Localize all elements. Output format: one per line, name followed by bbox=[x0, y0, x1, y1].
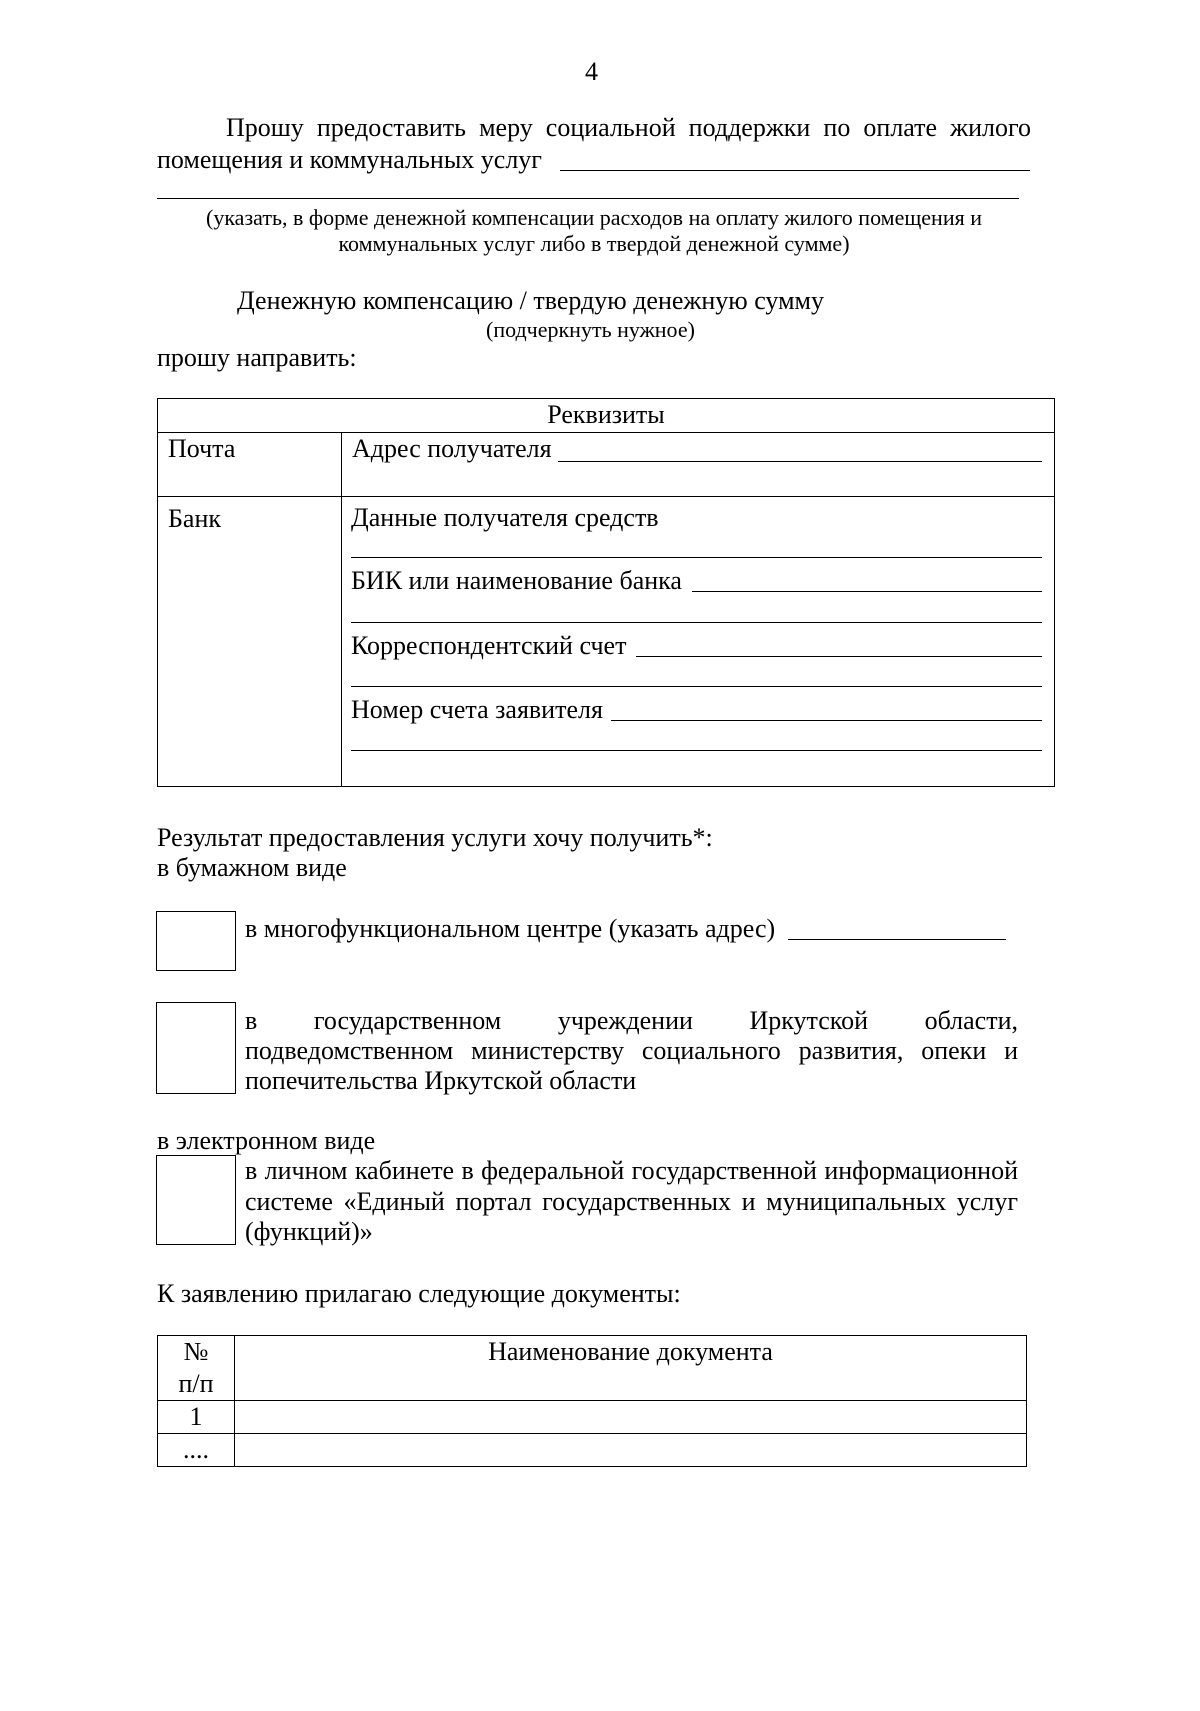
paper-form-label: в бумажном виде bbox=[157, 853, 347, 882]
request-fill-line-1[interactable] bbox=[560, 170, 1030, 171]
row-document-name-cell[interactable] bbox=[235, 1434, 1027, 1467]
bank-label: Банк bbox=[168, 504, 222, 533]
mfc-checkbox[interactable] bbox=[156, 911, 236, 971]
row-document-name-cell[interactable] bbox=[235, 1401, 1027, 1434]
request-line-1: Прошу предоставить меру социальной поддержки по оплате жилого bbox=[226, 113, 1031, 142]
request-hint-line-1: (указать, в форме денежной компенсации расходов на оплату жилого помещения и bbox=[206, 205, 982, 230]
request-fill-line-2[interactable] bbox=[157, 198, 1019, 199]
col-name-header bbox=[235, 1336, 1027, 1401]
portal-option-line-1: в личном кабинете в федеральной государственной информационной bbox=[245, 1156, 1018, 1185]
gov-option-line-1: в государственном учреждении Иркутской области, bbox=[245, 1006, 1018, 1035]
requisites-header-text: Реквизиты bbox=[547, 400, 665, 429]
bic-fill-line-2[interactable] bbox=[351, 622, 1042, 623]
table-row bbox=[158, 1434, 1027, 1467]
corr-account-fill-line-2[interactable] bbox=[351, 686, 1042, 687]
account-number-fill-line[interactable] bbox=[611, 720, 1042, 721]
compensation-hint: (подчеркнуть нужное) bbox=[486, 317, 695, 342]
portal-checkbox[interactable] bbox=[156, 1155, 236, 1245]
row-number: .... bbox=[183, 1435, 209, 1464]
request-line-2: помещения и коммунальных услуг bbox=[157, 145, 542, 174]
col-name-header-text: Наименование документа bbox=[488, 1337, 773, 1366]
row-number-cell bbox=[158, 1401, 235, 1434]
recipient-data-fill-line[interactable] bbox=[351, 557, 1042, 558]
account-number-label: Номер счета заявителя bbox=[351, 695, 603, 724]
gov-institution-checkbox[interactable] bbox=[156, 1002, 236, 1094]
mail-address-label: Адрес получателя bbox=[352, 434, 552, 463]
col-number-header-line-1: № bbox=[183, 1337, 209, 1366]
documents-table bbox=[157, 1335, 1027, 1467]
corr-account-fill-line[interactable] bbox=[636, 656, 1042, 657]
col-number-header-line-2: п/п bbox=[178, 1369, 214, 1398]
bic-fill-line[interactable] bbox=[692, 591, 1042, 592]
account-number-fill-line-2[interactable] bbox=[351, 750, 1042, 751]
row-number-cell bbox=[158, 1434, 235, 1467]
portal-option-line-3: (функций)» bbox=[245, 1217, 373, 1246]
mail-cell bbox=[158, 433, 342, 497]
electronic-form-label: в электронном виде bbox=[157, 1126, 376, 1155]
corr-account-label: Корреспондентский счет bbox=[351, 631, 627, 660]
mfc-option-label: в многофункциональном центре (указать адрес) bbox=[245, 914, 776, 943]
bank-cell bbox=[158, 497, 342, 787]
documents-heading: К заявлению прилагаю следующие документы: bbox=[157, 1279, 681, 1308]
portal-option-line-2: системе «Единый портал государственных и муниципальных услуг bbox=[245, 1187, 1018, 1216]
request-hint-line-2: коммунальных услуг либо в твердой денежной сумме) bbox=[338, 231, 850, 256]
result-heading: Результат предоставления услуги хочу получить*: bbox=[157, 823, 713, 852]
mfc-address-fill-line[interactable] bbox=[788, 939, 1006, 940]
recipient-data-label: Данные получателя средств bbox=[351, 503, 659, 532]
bic-label: БИК или наименование банка bbox=[351, 566, 682, 595]
col-number-header bbox=[158, 1336, 235, 1401]
compensation-text: Денежную компенсацию / твердую денежную сумму bbox=[237, 286, 824, 315]
row-number: 1 bbox=[189, 1402, 203, 1431]
mail-address-cell bbox=[342, 433, 1055, 497]
page-number: 4 bbox=[585, 57, 598, 86]
gov-option-line-2: подведомственном министерству социального развития, опеки и bbox=[245, 1036, 1018, 1065]
send-to-label: прошу направить: bbox=[157, 343, 357, 372]
mail-label: Почта bbox=[168, 434, 236, 463]
gov-option-line-3: попечительства Иркутской области bbox=[245, 1066, 637, 1095]
requisites-header bbox=[158, 399, 1055, 433]
mail-address-fill-line[interactable] bbox=[558, 461, 1042, 462]
table-row bbox=[158, 1401, 1027, 1434]
